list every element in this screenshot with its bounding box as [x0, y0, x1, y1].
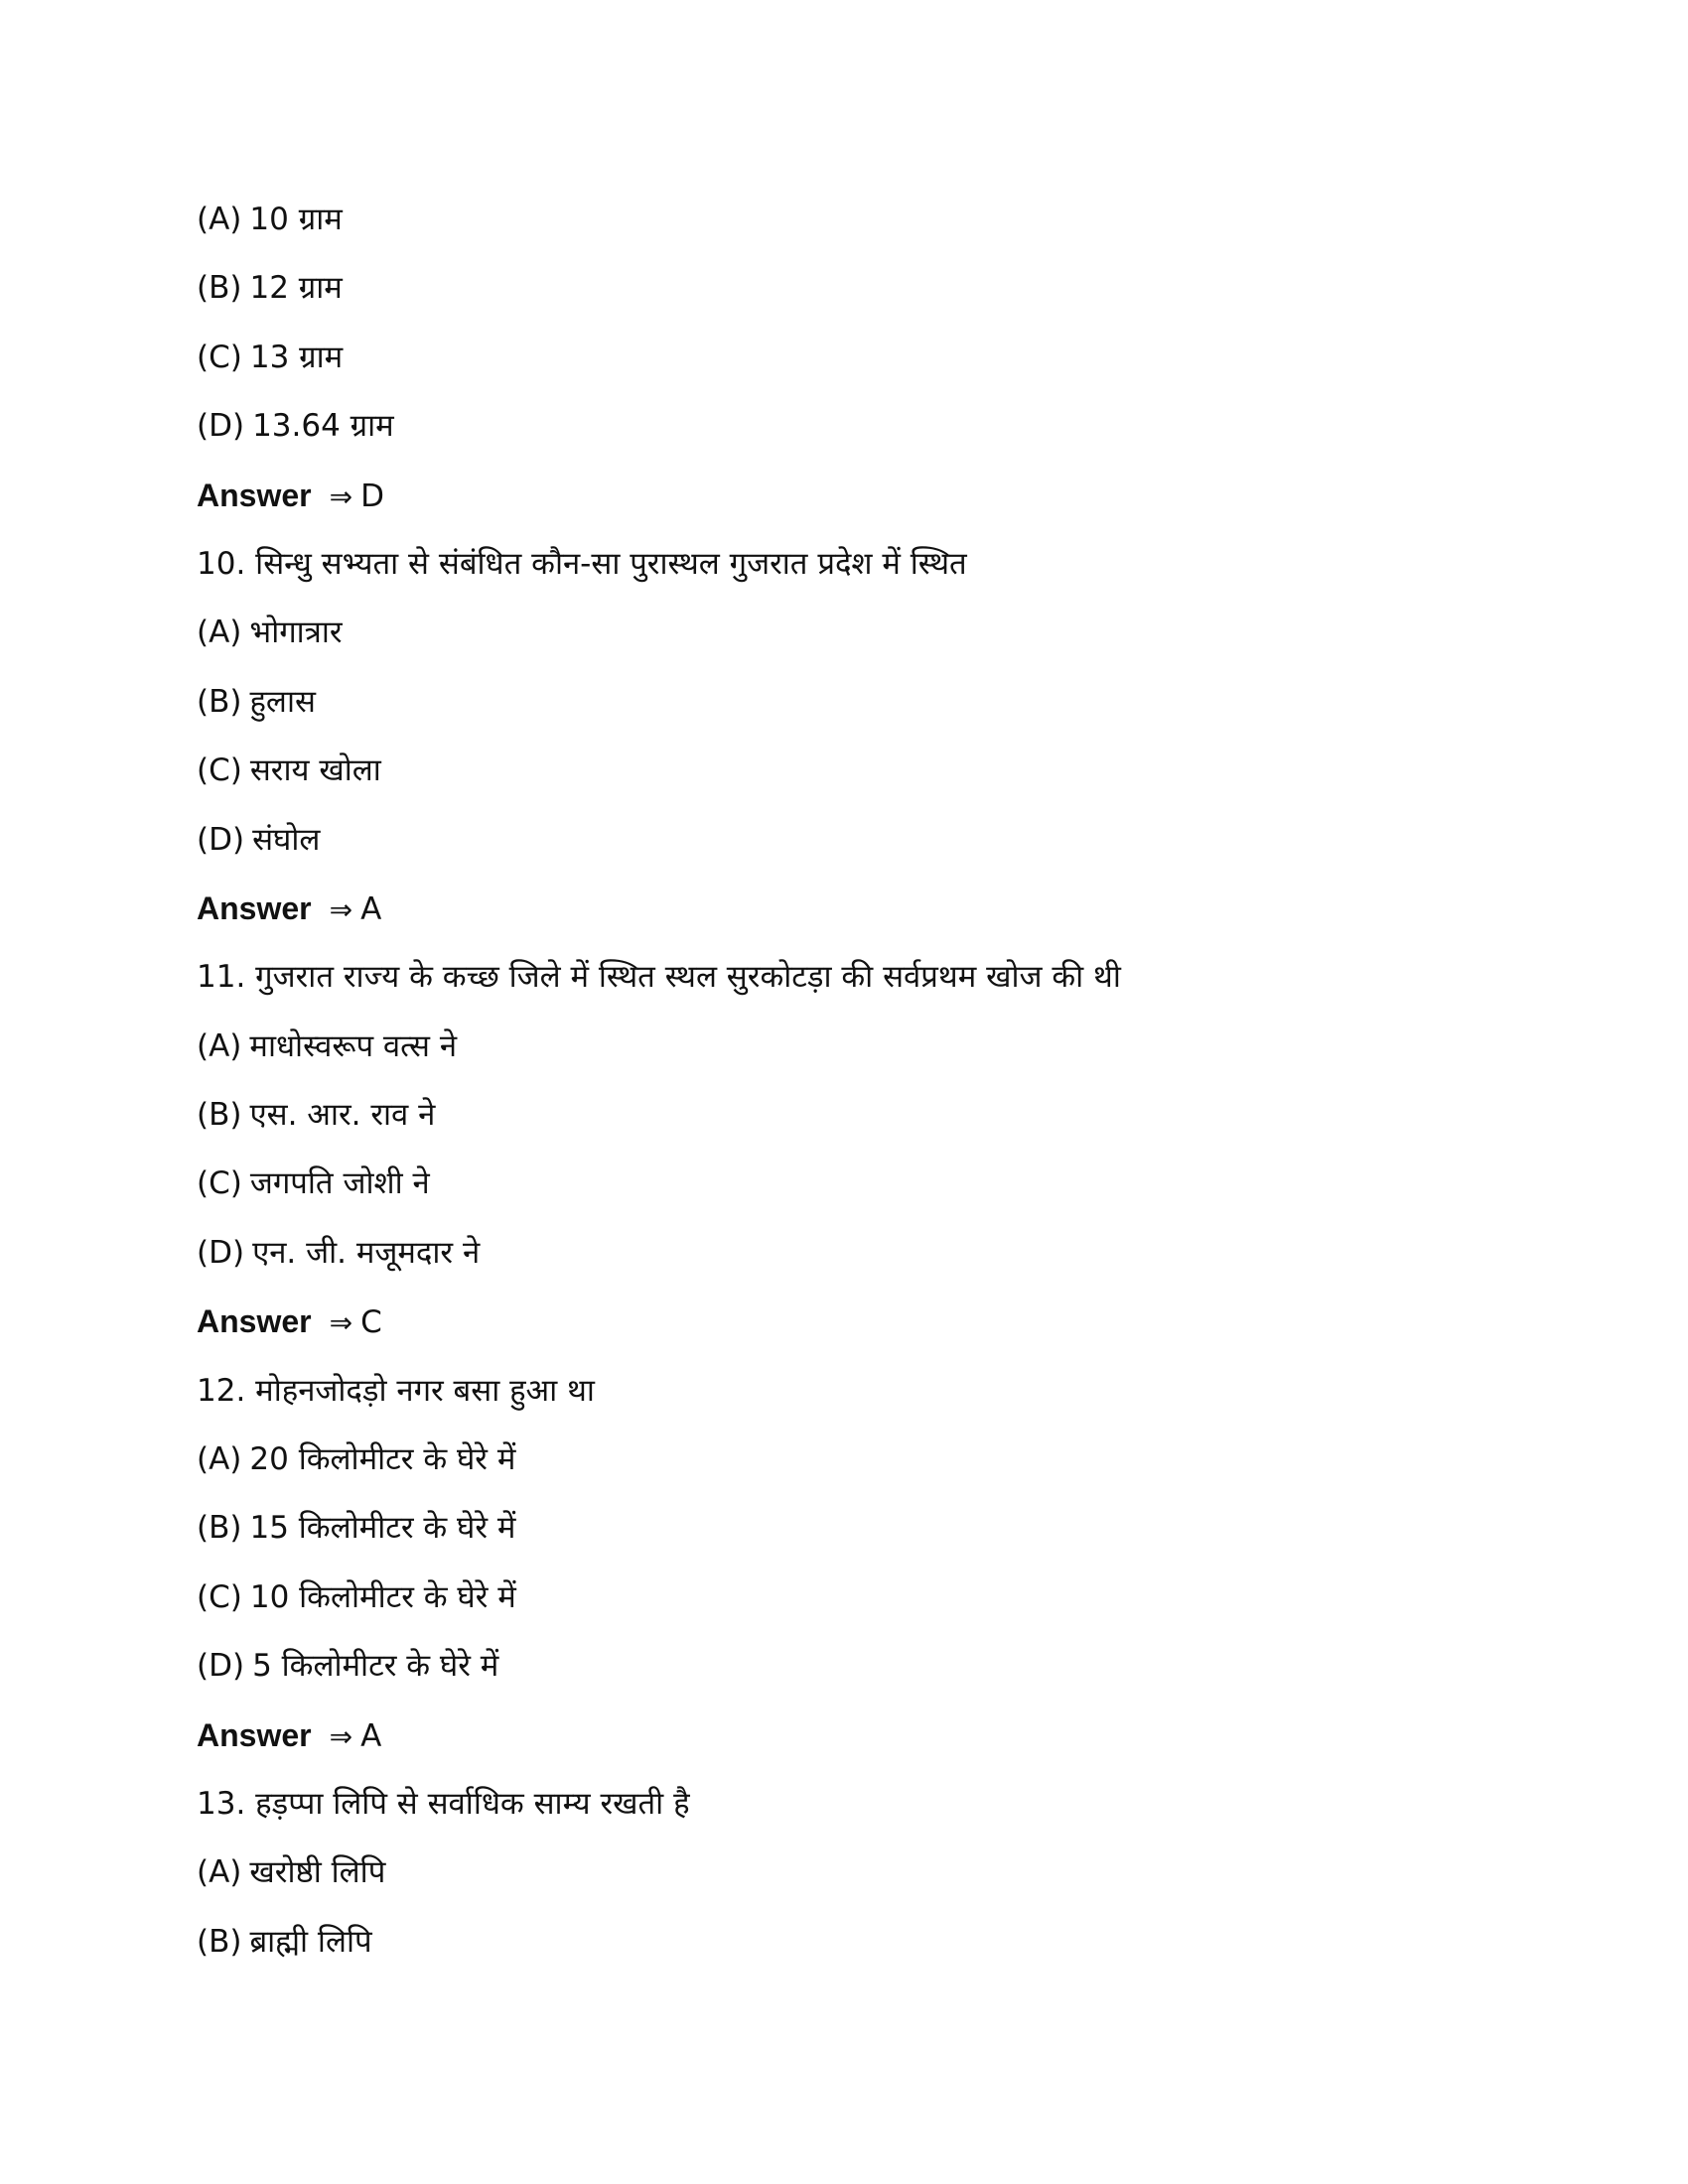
question-number: 13. [197, 1785, 246, 1822]
answer-line [197, 884, 1569, 952]
option-text: 5 किलोमीटर के घेरे में [252, 1648, 499, 1685]
question-number: 11. [197, 959, 246, 996]
option-key: (C) [197, 339, 242, 375]
option-line [197, 263, 1569, 332]
option-text: जगपति जोशी ने [249, 1165, 430, 1202]
answer-value: A [360, 890, 382, 927]
question-line [197, 539, 1569, 608]
option-key: (D) [197, 1234, 245, 1271]
option-key: (B) [197, 1097, 242, 1134]
option-key: (A) [197, 1854, 242, 1891]
implies-arrow-icon: ⇒ [329, 479, 353, 513]
option-line [197, 746, 1569, 814]
option-text: संघोल [252, 821, 321, 858]
option-key: (D) [197, 1648, 245, 1685]
option-text: 12 ग्राम [249, 270, 343, 307]
option-line [197, 1090, 1569, 1159]
option-line [197, 401, 1569, 470]
option-line [197, 815, 1569, 884]
question-text: हड़प्पा लिपि से सर्वाधिक साम्य रखती है [255, 1785, 690, 1822]
option-key: (A) [197, 1441, 242, 1478]
option-key: (C) [197, 1578, 242, 1615]
answer-line [197, 1297, 1569, 1365]
answer-label: Answer [197, 1303, 312, 1340]
question-number: 12. [197, 1372, 246, 1409]
option-key: (B) [197, 270, 242, 307]
option-line [197, 195, 1569, 263]
option-text: 13 ग्राम [249, 339, 344, 375]
question-line [197, 952, 1569, 1021]
question-line [197, 1366, 1569, 1434]
option-key: (A) [197, 614, 242, 651]
option-text: 15 किलोमीटर के घेरे में [249, 1510, 516, 1547]
option-line [197, 1434, 1569, 1503]
option-text: भोगात्रार [249, 614, 343, 651]
answer-label: Answer [197, 477, 312, 513]
option-text: माधोस्वरूप वत्स ने [249, 1027, 458, 1064]
option-line [197, 1022, 1569, 1090]
option-key: (D) [197, 408, 245, 445]
option-line [197, 608, 1569, 676]
question-text: गुजरात राज्य के कच्छ जिले में स्थित स्थल सुरकोटड़ा की सर्वप्रथम खोज की थी [255, 959, 1121, 996]
answer-line [197, 471, 1569, 539]
option-line [197, 1641, 1569, 1709]
option-key: (A) [197, 1027, 242, 1064]
option-key: (B) [197, 1510, 242, 1547]
answer-label: Answer [197, 889, 312, 926]
option-line [197, 1572, 1569, 1641]
option-text: सराय खोला [249, 752, 381, 789]
option-line [197, 1917, 1569, 1985]
answer-value: C [360, 1304, 382, 1341]
implies-arrow-icon: ⇒ [329, 1719, 353, 1753]
option-text: ब्राह्मी लिपि [249, 1923, 372, 1960]
option-key: (C) [197, 1165, 242, 1202]
option-key: (B) [197, 683, 242, 720]
option-key: (B) [197, 1923, 242, 1960]
implies-arrow-icon: ⇒ [329, 1306, 353, 1340]
answer-value: A [360, 1717, 382, 1754]
option-text: खरोष्ठी लिपि [249, 1854, 386, 1891]
option-text: एस. आर. राव ने [249, 1097, 436, 1134]
option-key: (A) [197, 202, 242, 237]
option-text: 10 किलोमीटर के घेरे में [249, 1578, 516, 1615]
option-key: (D) [197, 821, 245, 858]
option-text: एन. जी. मजूमदार ने [252, 1234, 481, 1271]
question-text: मोहनजोदड़ो नगर बसा हुआ था [255, 1372, 595, 1409]
option-text: 10 ग्राम [249, 202, 343, 237]
option-line [197, 1503, 1569, 1571]
implies-arrow-icon: ⇒ [329, 892, 353, 926]
option-line [197, 1228, 1569, 1297]
answer-value: D [360, 478, 384, 514]
question-text: सिन्धु सभ्यता से संबंधित कौन-सा पुरास्थल गुजरात प्रदेश में स्थित [255, 545, 967, 582]
option-line [197, 1159, 1569, 1227]
option-line [197, 1847, 1569, 1916]
answer-line [197, 1710, 1569, 1779]
option-text: हुलास [249, 683, 316, 720]
option-text: 13.64 ग्राम [252, 408, 394, 445]
option-text: 20 किलोमीटर के घेरे में [249, 1441, 516, 1478]
question-line [197, 1779, 1569, 1847]
answer-label: Answer [197, 1716, 312, 1753]
question-number: 10. [197, 545, 246, 582]
option-line [197, 677, 1569, 746]
option-key: (C) [197, 752, 242, 789]
option-line [197, 333, 1569, 401]
document-page [197, 195, 1569, 1985]
